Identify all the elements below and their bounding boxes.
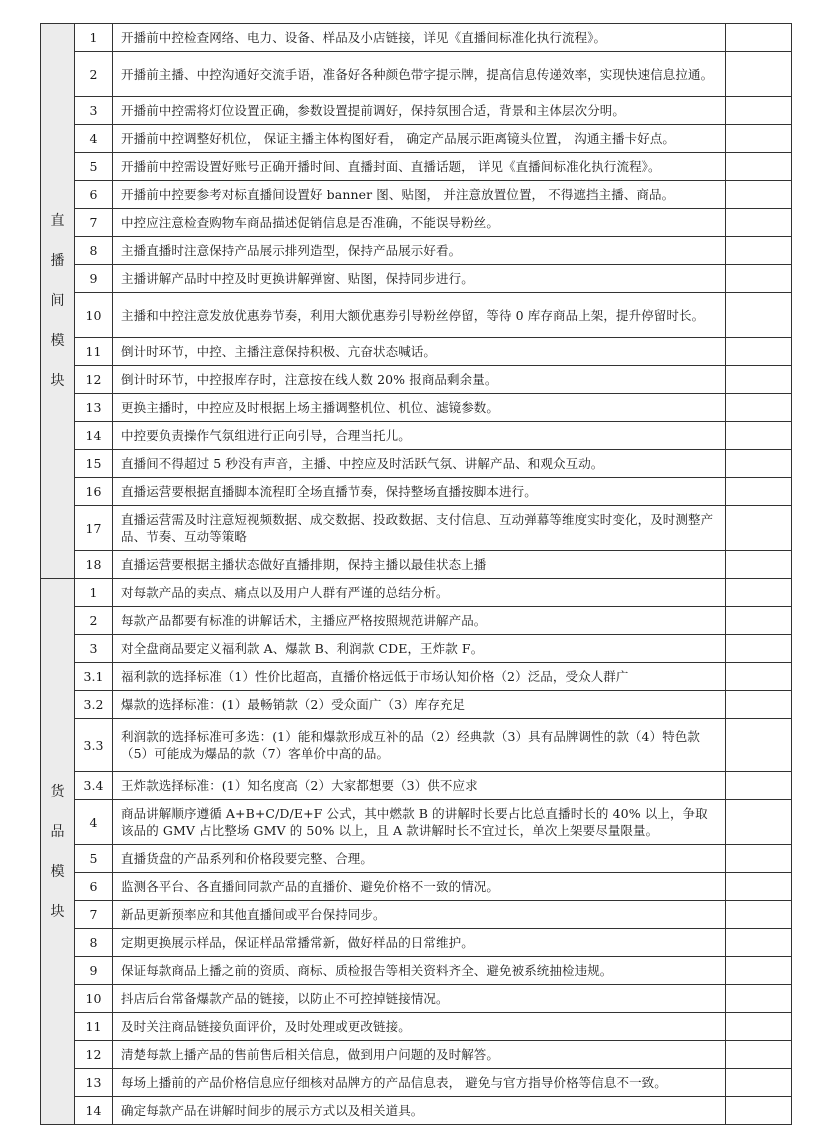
check-cell <box>726 845 792 873</box>
table-row <box>41 506 792 551</box>
checklist-table <box>40 23 792 1125</box>
table-row <box>41 1097 792 1125</box>
item-number: 13 <box>75 1069 113 1097</box>
item-description: 定期更换展示样品，保证样品常播常新，做好样品的日常维护。 <box>113 929 726 957</box>
item-description: 清楚每款上播产品的售前售后相关信息，做到用户问题的及时解答。 <box>113 1041 726 1069</box>
item-number: 3 <box>75 97 113 125</box>
check-cell <box>726 422 792 450</box>
check-cell <box>726 1097 792 1125</box>
table-row <box>41 265 792 293</box>
check-cell <box>726 985 792 1013</box>
item-description: 保证每款商品上播之前的资质、商标、质检报告等相关资料齐全、避免被系统抽检违规。 <box>113 957 726 985</box>
check-cell <box>726 366 792 394</box>
item-number: 3.2 <box>75 691 113 719</box>
check-cell <box>726 450 792 478</box>
check-cell <box>726 293 792 338</box>
table-row <box>41 478 792 506</box>
check-cell <box>726 237 792 265</box>
item-number: 17 <box>75 506 113 551</box>
item-number: 6 <box>75 181 113 209</box>
table-row <box>41 957 792 985</box>
check-cell <box>726 551 792 579</box>
item-number: 10 <box>75 293 113 338</box>
check-cell <box>726 97 792 125</box>
item-description: 直播货盘的产品系列和价格段要完整、合理。 <box>113 845 726 873</box>
item-number: 11 <box>75 338 113 366</box>
table-row <box>41 422 792 450</box>
item-number: 14 <box>75 422 113 450</box>
item-description: 直播运营要根据主播状态做好直播排期，保持主播以最佳状态上播 <box>113 551 726 579</box>
item-number: 1 <box>75 24 113 52</box>
item-number: 5 <box>75 845 113 873</box>
item-number: 16 <box>75 478 113 506</box>
item-description: 开播前中控检查网络、电力、设备、样品及小店链接，详见《直播间标准化执行流程》。 <box>113 24 726 52</box>
item-description: 对每款产品的卖点、痛点以及用户人群有严谨的总结分析。 <box>113 579 726 607</box>
check-cell <box>726 579 792 607</box>
item-description: 更换主播时，中控应及时根据上场主播调整机位、机位、滤镜参数。 <box>113 394 726 422</box>
table-row <box>41 1069 792 1097</box>
check-cell <box>726 209 792 237</box>
table-row <box>41 1041 792 1069</box>
item-description: 新品更新预率应和其他直播间或平台保持同步。 <box>113 901 726 929</box>
item-number: 7 <box>75 209 113 237</box>
item-description: 对全盘商品要定义福利款 A、爆款 B、利润款 CDE，王炸款 F。 <box>113 635 726 663</box>
item-description: 开播前中控需设置好账号正确开播时间、直播封面、直播话题， 详见《直播间标准化执行流程》。 <box>113 153 726 181</box>
table-row <box>41 663 792 691</box>
check-cell <box>726 181 792 209</box>
module-goods-label: 货 品 模 块 <box>41 579 75 1125</box>
check-cell <box>726 607 792 635</box>
item-description: 中控应注意检查购物车商品描述促销信息是否准确，不能误导粉丝。 <box>113 209 726 237</box>
check-cell <box>726 24 792 52</box>
check-cell <box>726 506 792 551</box>
item-number: 11 <box>75 1013 113 1041</box>
item-number: 10 <box>75 985 113 1013</box>
item-number: 3.4 <box>75 772 113 800</box>
check-cell <box>726 1041 792 1069</box>
check-cell <box>726 338 792 366</box>
item-description: 福利款的选择标准（1）性价比超高，直播价格远低于市场认知价格（2）泛品，受众人群广 <box>113 663 726 691</box>
item-number: 2 <box>75 52 113 97</box>
item-description: 确定每款产品在讲解时间步的展示方式以及相关道具。 <box>113 1097 726 1125</box>
check-cell <box>726 691 792 719</box>
item-number: 14 <box>75 1097 113 1125</box>
check-cell <box>726 873 792 901</box>
module-live-room-label: 直 播 间 模 块 <box>41 24 75 579</box>
check-cell <box>726 719 792 772</box>
table-row <box>41 24 792 52</box>
item-number: 12 <box>75 366 113 394</box>
table-row <box>41 97 792 125</box>
item-description: 王炸款选择标准：(1）知名度高（2）大家都想要（3）供不应求 <box>113 772 726 800</box>
table-row <box>41 607 792 635</box>
item-description: 监测各平台、各直播间同款产品的直播价、避免价格不一致的情况。 <box>113 873 726 901</box>
item-number: 9 <box>75 265 113 293</box>
item-number: 3.3 <box>75 719 113 772</box>
item-description: 开播前中控需将灯位设置正确，参数设置提前调好，保持氛围合适，背景和主体层次分明。 <box>113 97 726 125</box>
item-number: 4 <box>75 125 113 153</box>
item-description: 直播间不得超过 5 秒没有声音，主播、中控应及时活跃气氛、讲解产品、和观众互动。 <box>113 450 726 478</box>
item-number: 15 <box>75 450 113 478</box>
item-description: 倒计时环节，中控报库存时，注意按在线人数 20% 报商品剩余量。 <box>113 366 726 394</box>
table-row <box>41 985 792 1013</box>
item-description: 中控要负责操作气氛组进行正向引导，合理当托儿。 <box>113 422 726 450</box>
table-row <box>41 635 792 663</box>
item-description: 爆款的选择标准：(1）最畅销款（2）受众面广（3）库存充足 <box>113 691 726 719</box>
table-row <box>41 153 792 181</box>
item-description: 每场上播前的产品价格信息应仔细核对品牌方的产品信息表， 避免与官方指导价格等信息不一致。 <box>113 1069 726 1097</box>
table-row <box>41 209 792 237</box>
table-row <box>41 719 792 772</box>
check-cell <box>726 663 792 691</box>
item-description: 直播运营要根据直播脚本流程盯全场直播节奏，保持整场直播按脚本进行。 <box>113 478 726 506</box>
item-number: 3.1 <box>75 663 113 691</box>
item-number: 6 <box>75 873 113 901</box>
check-cell <box>726 478 792 506</box>
item-number: 5 <box>75 153 113 181</box>
check-cell <box>726 800 792 845</box>
table-row <box>41 691 792 719</box>
item-description: 及时关注商品链接负面评价，及时处理或更改链接。 <box>113 1013 726 1041</box>
table-row <box>41 366 792 394</box>
item-description: 主播讲解产品时中控及时更换讲解弹窗、贴图，保持同步进行。 <box>113 265 726 293</box>
check-cell <box>726 125 792 153</box>
table-row <box>41 450 792 478</box>
item-number: 8 <box>75 929 113 957</box>
check-cell <box>726 901 792 929</box>
table-row <box>41 901 792 929</box>
table-row <box>41 181 792 209</box>
item-number: 12 <box>75 1041 113 1069</box>
item-description: 主播和中控注意发放优惠券节奏，利用大额优惠券引导粉丝停留，等待 0 库存商品上架，提升停留时长。 <box>113 293 726 338</box>
item-number: 7 <box>75 901 113 929</box>
table-row <box>41 394 792 422</box>
item-number: 9 <box>75 957 113 985</box>
item-description: 开播前中控调整好机位， 保证主播主体构图好看， 确定产品展示距离镜头位置， 沟通主播卡好点。 <box>113 125 726 153</box>
item-description: 开播前中控要参考对标直播间设置好 banner 图、贴图， 并注意放置位置， 不得遮挡主播、商品。 <box>113 181 726 209</box>
check-cell <box>726 1013 792 1041</box>
check-cell <box>726 772 792 800</box>
table-row <box>41 125 792 153</box>
table-row <box>41 800 792 845</box>
table-row <box>41 52 792 97</box>
check-cell <box>726 153 792 181</box>
table-row <box>41 772 792 800</box>
item-number: 3 <box>75 635 113 663</box>
item-number: 18 <box>75 551 113 579</box>
table-row <box>41 237 792 265</box>
check-cell <box>726 52 792 97</box>
check-cell <box>726 394 792 422</box>
table-row <box>41 929 792 957</box>
table-row <box>41 1013 792 1041</box>
item-description: 开播前主播、中控沟通好交流手语，准备好各种颜色带字提示牌，提高信息传递效率，实现快速信息拉通。 <box>113 52 726 97</box>
item-description: 主播直播时注意保持产品展示排列造型，保持产品展示好看。 <box>113 237 726 265</box>
item-description: 直播运营需及时注意短视频数据、成交数据、投政数据、支付信息、互动弹幕等维度实时变化，及时测整产品、节奏、互动等策略 <box>113 506 726 551</box>
item-number: 4 <box>75 800 113 845</box>
check-cell <box>726 265 792 293</box>
item-description: 倒计时环节，中控、主播注意保持积极、亢奋状态喊话。 <box>113 338 726 366</box>
table-row <box>41 873 792 901</box>
table-row <box>41 338 792 366</box>
item-number: 8 <box>75 237 113 265</box>
item-description: 抖店后台常备爆款产品的链接，以防止不可控掉链接情况。 <box>113 985 726 1013</box>
item-number: 2 <box>75 607 113 635</box>
check-cell <box>726 929 792 957</box>
item-number: 1 <box>75 579 113 607</box>
item-description: 利润款的选择标准可多选：(1）能和爆款形成互补的品（2）经典款（3）具有品牌调性的款（4）特色款 （5）可能成为爆品的款（7）客单价中高的品。 <box>113 719 726 772</box>
item-description: 每款产品都要有标准的讲解话术，主播应严格按照规范讲解产品。 <box>113 607 726 635</box>
table-row <box>41 579 792 607</box>
check-cell <box>726 635 792 663</box>
item-description: 商品讲解顺序遵循 A+B+C/D/E+F 公式，其中燃款 B 的讲解时长要占比总直播时长的 40% 以上，争取该品的 GMV 占比整场 GMV 的 50% 以上，且 A 款讲解时长不宜过长，单次上架要尽量限量。 <box>113 800 726 845</box>
check-cell <box>726 957 792 985</box>
table-row <box>41 551 792 579</box>
table-row <box>41 293 792 338</box>
check-cell <box>726 1069 792 1097</box>
item-number: 13 <box>75 394 113 422</box>
table-row <box>41 845 792 873</box>
